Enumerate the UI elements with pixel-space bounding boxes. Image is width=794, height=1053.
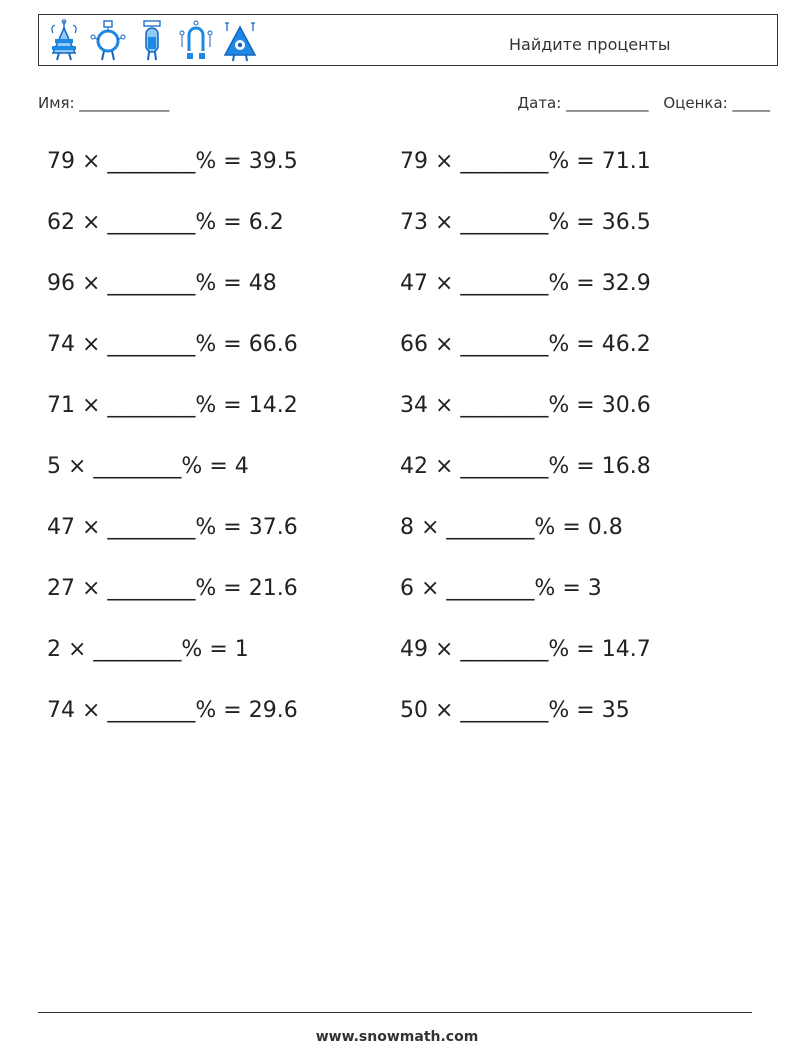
robot-icons [45,19,259,63]
score-label: Оценка: _____ [663,94,770,112]
problem-7: 74 × ________% = 66.6 [47,332,298,357]
footer-divider [38,1012,752,1013]
date-score-fields [517,94,770,112]
problem-8: 66 × ________% = 46.2 [400,332,651,357]
problem-16: 6 × ________% = 3 [400,576,602,601]
footer-site: www.snowmath.com [315,1029,479,1045]
worksheet-title: Найдите проценты [509,35,671,54]
problem-18: 49 × ________% = 14.7 [400,637,651,662]
header-box [38,14,778,66]
date-label: Дата: ___________ [517,94,649,112]
problem-3: 62 × ________% = 6.2 [47,210,284,235]
problem-17: 2 × ________% = 1 [47,637,249,662]
problem-9: 71 × ________% = 14.2 [47,393,298,418]
problem-12: 42 × ________% = 16.8 [400,454,651,479]
robot-icon-5 [221,19,259,63]
problem-2: 79 × ________% = 71.1 [400,149,651,174]
robot-icon-2 [89,19,127,63]
problem-6: 47 × ________% = 32.9 [400,271,651,296]
problem-4: 73 × ________% = 36.5 [400,210,651,235]
problem-1: 79 × ________% = 39.5 [47,149,298,174]
problem-13: 47 × ________% = 37.6 [47,515,298,540]
problem-11: 5 × ________% = 4 [47,454,249,479]
problem-5: 96 × ________% = 48 [47,271,277,296]
robot-icon-4 [177,19,215,63]
robot-icon-1 [45,19,83,63]
name-label: Имя: ____________ [38,94,170,112]
robot-icon-3 [133,19,171,63]
problem-10: 34 × ________% = 30.6 [400,393,651,418]
name-field [38,94,169,112]
problem-20: 50 × ________% = 35 [400,698,630,723]
problem-grid [47,142,767,752]
problem-19: 74 × ________% = 29.6 [47,698,298,723]
problem-15: 27 × ________% = 21.6 [47,576,298,601]
problem-14: 8 × ________% = 0.8 [400,515,623,540]
